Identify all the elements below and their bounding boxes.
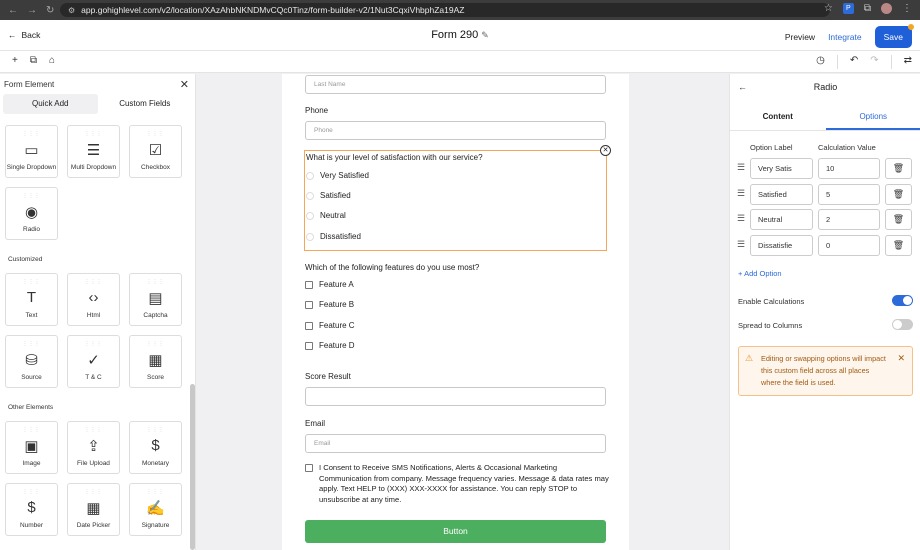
radio-option-label: Dissatisfied <box>320 232 361 241</box>
calendar-icon: ▦ <box>86 500 101 517</box>
drag-handle-icon: ⋮⋮⋮ <box>22 489 41 495</box>
warning-icon: ⚠ <box>745 353 754 363</box>
element-label: Radio <box>23 226 40 233</box>
back-arrow-icon[interactable]: ← <box>8 4 18 16</box>
database-icon: ⛁ <box>25 352 38 369</box>
calculation-value-input[interactable]: 2 <box>818 209 880 230</box>
drag-handle-icon[interactable]: ☰ <box>737 162 746 172</box>
radio-option[interactable] <box>306 191 351 200</box>
spread-columns-row <box>738 321 913 330</box>
element-label: Signature <box>141 522 170 529</box>
add-option-label: Add Option <box>744 269 782 278</box>
enable-calculations-label: Enable Calculations <box>738 297 805 306</box>
add-option-button[interactable] <box>738 269 782 278</box>
trash-icon[interactable]: 🗑 <box>885 184 912 205</box>
score-icon: ▦ <box>148 352 163 369</box>
tab-options[interactable]: Options <box>826 112 920 130</box>
captcha-icon: ▤ <box>148 290 163 307</box>
checkbox-option[interactable] <box>305 341 355 350</box>
element-label: Date Picker <box>76 522 111 529</box>
more-icon[interactable]: ⋮ <box>902 3 912 14</box>
email-label: Email <box>305 419 326 428</box>
sms-consent[interactable] <box>305 463 610 506</box>
option-label-header: Option Label <box>750 143 793 152</box>
option-label-input[interactable]: Dissatisfie <box>750 235 813 256</box>
satisfaction-question: What is your level of satisfaction with our service? <box>306 153 483 162</box>
drag-handle-icon: ⋮⋮⋮ <box>84 489 103 495</box>
radio-circle-icon <box>306 172 314 180</box>
calculation-value-input[interactable]: 10 <box>818 158 880 179</box>
phone-input[interactable]: Phone <box>305 121 606 140</box>
element-label: Multi Dropdown <box>70 164 117 171</box>
browser-toolbar <box>0 0 920 20</box>
element-image[interactable] <box>5 421 58 474</box>
divider <box>891 55 892 69</box>
remove-field-icon[interactable]: ✕ <box>600 145 611 156</box>
settings-sliders-icon[interactable]: ⇄ <box>903 55 912 66</box>
element-label: Source <box>21 374 42 381</box>
element-terms[interactable] <box>67 335 120 388</box>
app-header <box>0 20 920 51</box>
toggle-knob <box>893 320 902 329</box>
drag-handle-icon: ⋮⋮⋮ <box>84 341 103 347</box>
plus-icon: + <box>738 269 743 278</box>
element-label: Monetary <box>141 460 170 467</box>
calculation-value-input[interactable]: 0 <box>818 235 880 256</box>
integrate-button[interactable]: Integrate <box>828 32 862 42</box>
form-title[interactable]: Form 290 <box>431 29 479 41</box>
header-actions <box>785 26 912 48</box>
radio-circle-icon <box>306 233 314 241</box>
option-row <box>730 209 920 231</box>
drag-handle-icon: ⋮⋮⋮ <box>146 131 165 137</box>
address-bar[interactable] <box>60 3 830 17</box>
element-label: Score <box>147 374 164 381</box>
element-monetary[interactable] <box>129 421 182 474</box>
save-label: Save <box>883 32 903 42</box>
arrow-left-icon[interactable]: ← <box>738 82 747 92</box>
element-multi-dropdown[interactable] <box>67 125 120 178</box>
drag-handle-icon[interactable]: ☰ <box>737 213 746 223</box>
element-label: Captcha <box>143 312 168 319</box>
drag-handle-icon: ⋮⋮⋮ <box>146 489 165 495</box>
avatar[interactable] <box>881 3 892 14</box>
html-icon: ‹› <box>88 289 99 306</box>
divider <box>837 55 838 69</box>
drag-handle-icon: ⋮⋮⋮ <box>22 427 41 433</box>
element-label: Checkbox <box>141 164 170 171</box>
option-label-input[interactable]: Neutral <box>750 209 813 230</box>
browser-actions <box>824 3 912 14</box>
add-icon[interactable]: + <box>12 55 18 66</box>
signature-icon: ✍ <box>146 500 165 517</box>
option-row <box>730 235 920 257</box>
element-source[interactable] <box>5 335 58 388</box>
checkbox-option[interactable] <box>305 300 354 309</box>
radio-option[interactable] <box>306 211 346 220</box>
undo-icon[interactable]: ↶ <box>849 55 859 66</box>
warning-alert <box>738 346 913 396</box>
element-label: T & C <box>85 374 102 381</box>
preview-button[interactable]: Preview <box>784 32 816 42</box>
file-upload-icon: ⇪ <box>87 438 100 455</box>
panel-scrollbar[interactable] <box>190 384 195 550</box>
section-customized: Customized <box>8 256 43 263</box>
page-title <box>0 29 920 41</box>
enable-calculations-row <box>738 297 913 306</box>
submit-button[interactable]: Button <box>305 520 606 543</box>
number-icon: $ <box>27 499 36 516</box>
element-number[interactable] <box>5 483 58 536</box>
drag-handle-icon: ⋮⋮⋮ <box>84 427 103 433</box>
star-icon[interactable]: ☆ <box>823 3 833 14</box>
element-signature[interactable] <box>129 483 182 536</box>
paint-icon[interactable]: ⌂ <box>48 55 56 66</box>
score-result-label: Score Result <box>305 372 351 381</box>
arrow-left-icon: ← <box>8 30 17 40</box>
checkbox-label: Feature C <box>319 321 355 330</box>
calculation-value-input[interactable]: 5 <box>818 184 880 205</box>
checkbox-option[interactable] <box>305 321 355 330</box>
settings-title: Radio <box>813 82 838 92</box>
drag-handle-icon: ⋮⋮⋮ <box>22 341 41 347</box>
drag-handle-icon: ⋮⋮⋮ <box>22 131 41 137</box>
radio-option-label: Very Satisfied <box>320 171 369 180</box>
panel-title: Form Element <box>4 79 55 89</box>
checkbox-icon <box>305 281 313 289</box>
enable-calculations-toggle[interactable] <box>892 295 913 306</box>
radio-circle-icon <box>306 192 314 200</box>
option-row <box>730 184 920 206</box>
toggle-knob <box>903 296 912 305</box>
element-checkbox[interactable] <box>129 125 182 178</box>
element-text[interactable] <box>5 273 58 326</box>
radio-option[interactable] <box>306 232 361 241</box>
radio-field-selected[interactable] <box>304 147 609 251</box>
features-question: Which of the following features do you use most? <box>305 263 480 272</box>
dropdown-icon: ▭ <box>24 142 39 159</box>
extension-icon[interactable]: P <box>843 3 854 14</box>
checkbox-icon <box>305 301 313 309</box>
element-file-upload[interactable] <box>67 421 120 474</box>
option-row <box>730 158 920 180</box>
drag-handle-icon: ⋮⋮⋮ <box>146 341 165 347</box>
builder-toolbar <box>0 51 920 73</box>
drag-handle-icon[interactable]: ☰ <box>737 188 746 198</box>
element-date-picker[interactable] <box>67 483 120 536</box>
score-result-input[interactable] <box>305 387 606 406</box>
section-other-elements: Other Elements <box>8 404 54 411</box>
alert-text: Editing or swapping options will impact this custom field across all places where the field is used. <box>761 354 886 387</box>
form-element-panel <box>0 74 196 550</box>
checkbox-label: Feature A <box>319 280 354 289</box>
email-input[interactable]: Email <box>305 434 606 453</box>
field-settings-panel <box>729 74 920 550</box>
multi-dropdown-icon: ☰ <box>86 142 101 159</box>
element-html[interactable] <box>67 273 120 326</box>
forward-arrow-icon[interactable]: → <box>27 4 37 16</box>
radio-option-label: Neutral <box>320 211 346 220</box>
layers-icon[interactable]: ⧉ <box>29 55 37 66</box>
notification-dot <box>908 24 914 30</box>
element-label: Number <box>19 522 44 529</box>
drag-handle-icon: ⋮⋮⋮ <box>22 279 41 285</box>
close-icon[interactable]: ✕ <box>897 353 905 363</box>
drag-handle-icon: ⋮⋮⋮ <box>146 279 165 285</box>
back-label: Back <box>21 30 41 40</box>
radio-option-label: Satisfied <box>320 191 351 200</box>
pencil-icon[interactable]: ✎ <box>481 30 489 40</box>
radio-circle-icon <box>306 212 314 220</box>
last-name-input[interactable]: Last Name <box>305 75 606 94</box>
reload-icon[interactable]: ↻ <box>46 4 55 16</box>
form-canvas <box>282 74 629 550</box>
trash-icon[interactable]: 🗑 <box>885 235 912 256</box>
spread-columns-toggle[interactable] <box>892 319 913 330</box>
text-icon: T <box>26 289 37 306</box>
drag-handle-icon: ⋮⋮⋮ <box>84 131 103 137</box>
browser-nav <box>0 5 60 16</box>
consent-text: I Consent to Receive SMS Notifications, Alerts & Occasional Marketing Communication from company. Message frequency varies. Message & data rates may apply. Text HELP to (XXX) XXX-XXXX for assistance. You can reply STOP to unsubscribe at any time. <box>319 463 609 505</box>
element-single-dropdown[interactable] <box>5 125 58 178</box>
dollar-icon: $ <box>151 437 160 454</box>
image-icon: ▣ <box>24 438 39 455</box>
settings-tabs <box>730 112 920 131</box>
element-label: Html <box>86 312 101 319</box>
close-icon[interactable]: ✕ <box>179 78 189 91</box>
trash-icon[interactable]: 🗑 <box>885 158 912 179</box>
element-captcha[interactable] <box>129 273 182 326</box>
history-icon[interactable]: ◷ <box>816 55 825 66</box>
checkbox-icon <box>305 464 313 472</box>
panel-header <box>0 74 195 94</box>
tab-quick-add[interactable]: Quick Add <box>3 94 98 114</box>
toolbar-right <box>816 55 912 69</box>
site-info-icon[interactable]: ⚙ <box>68 5 76 15</box>
element-radio[interactable] <box>5 187 58 240</box>
save-button[interactable] <box>875 26 912 48</box>
option-label-input[interactable]: Satisfied <box>750 184 813 205</box>
checkbox-icon: ☑ <box>148 142 163 159</box>
element-label: Image <box>22 460 41 467</box>
phone-label: Phone <box>305 106 329 115</box>
drag-handle-icon: ⋮⋮⋮ <box>22 193 41 199</box>
tab-content[interactable]: Content <box>762 112 793 121</box>
element-label: File Upload <box>77 460 110 467</box>
trash-icon[interactable]: 🗑 <box>885 209 912 230</box>
drag-handle-icon[interactable]: ☰ <box>737 239 746 249</box>
redo-icon[interactable]: ↷ <box>870 55 879 66</box>
spread-columns-label: Spread to Columns <box>738 321 803 330</box>
radio-icon: ◉ <box>24 204 39 221</box>
calculation-value-header: Calculation Value <box>818 143 876 152</box>
panel-tabs <box>3 94 192 114</box>
radio-option[interactable] <box>306 171 369 180</box>
drag-handle-icon: ⋮⋮⋮ <box>84 279 103 285</box>
puzzle-icon[interactable]: ⧉ <box>863 3 871 14</box>
terms-icon: ✓ <box>87 352 100 369</box>
toolbar-left <box>12 55 55 66</box>
tab-custom-fields[interactable]: Custom Fields <box>119 99 171 108</box>
element-label: Single Dropdown <box>6 164 57 171</box>
element-score[interactable] <box>129 335 182 388</box>
url-text: app.gohighlevel.com/v2/location/XAzAhbNKNDMvCQc0Tinz/form-builder-v2/1Nut3CqxiVhbphZa19AZ <box>81 5 465 15</box>
element-label: Text <box>25 312 38 319</box>
option-label-input[interactable]: Very Satis <box>750 158 813 179</box>
checkbox-icon <box>305 342 313 350</box>
checkbox-icon <box>305 322 313 330</box>
drag-handle-icon: ⋮⋮⋮ <box>146 427 165 433</box>
checkbox-option[interactable] <box>305 280 354 289</box>
checkbox-label: Feature B <box>319 300 355 309</box>
checkbox-label: Feature D <box>319 341 355 350</box>
